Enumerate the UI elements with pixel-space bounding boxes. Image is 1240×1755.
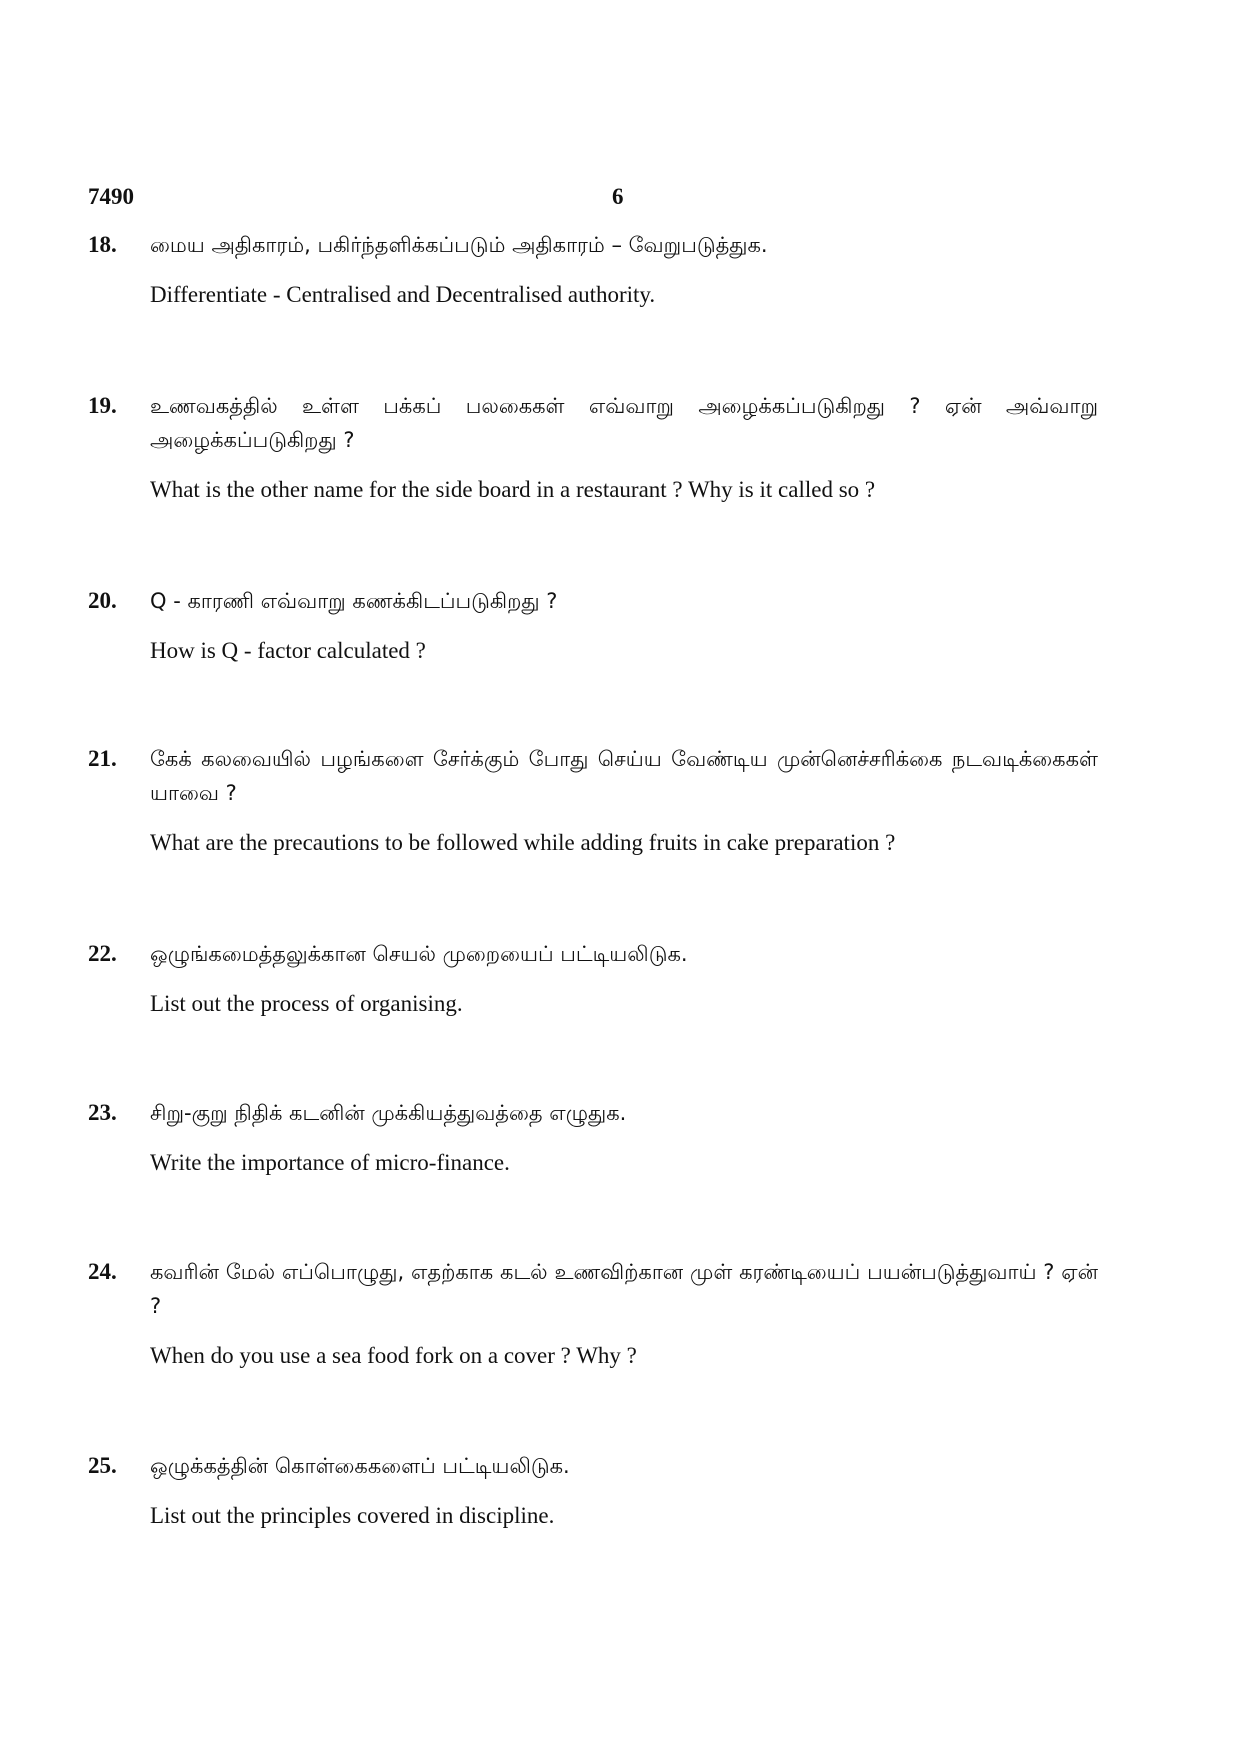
- page-number: 6: [612, 184, 624, 209]
- question-number: 21.: [88, 746, 117, 771]
- question-text-english: List out the principles covered in discipline.: [150, 1503, 555, 1528]
- question-text-tamil: சிறு-குறு நிதிக் கடனின் முக்கியத்துவத்தை எழுதுக.: [150, 1101, 627, 1125]
- question-20: [88, 584, 1098, 668]
- question-25: [88, 1449, 1098, 1533]
- question-number: 25.: [88, 1453, 117, 1478]
- question-text-tamil: Q - காரணி எவ்வாறு கணக்கிடப்படுகிறது ?: [150, 589, 558, 613]
- question-text-english: What are the precautions to be followed while adding fruits in cake preparation ?: [150, 830, 896, 855]
- question-text-tamil: கேக் கலவையில் பழங்களை சேர்க்கும் போது செய்ய வேண்டிய முன்னெச்சரிக்கை நடவடிக்கைகள் யாவை ?: [150, 747, 1098, 805]
- question-number: 23.: [88, 1100, 117, 1125]
- question-number: 20.: [88, 588, 117, 613]
- question-text-tamil: மைய அதிகாரம், பகிர்ந்தளிக்கப்படும் அதிகாரம் – வேறுபடுத்துக.: [150, 233, 768, 257]
- question-18: [88, 228, 1098, 312]
- question-text-english: Differentiate - Centralised and Decentralised authority.: [150, 282, 656, 307]
- question-21: [88, 742, 1098, 860]
- question-text-tamil: ஒழுக்கத்தின் கொள்கைகளைப் பட்டியலிடுக.: [150, 1454, 570, 1478]
- question-23: [88, 1096, 1098, 1180]
- question-text-english: List out the process of organising.: [150, 991, 463, 1016]
- question-text-english: What is the other name for the side board in a restaurant ? Why is it called so ?: [150, 477, 876, 502]
- question-number: 18.: [88, 232, 117, 257]
- question-number: 19.: [88, 393, 117, 418]
- question-text-tamil: உணவகத்தில் உள்ள பக்கப் பலகைகள் எவ்வாறு அழைக்கப்படுகிறது ? ஏன் அவ்வாறு அழைக்கப்படுகிறது ?: [150, 394, 1098, 452]
- question-24: [88, 1255, 1098, 1373]
- question-number: 22.: [88, 941, 117, 966]
- question-text-english: How is Q - factor calculated ?: [150, 638, 426, 663]
- paper-code: 7490: [88, 184, 134, 209]
- question-22: [88, 937, 1098, 1021]
- question-text-english: When do you use a sea food fork on a cover ? Why ?: [150, 1343, 637, 1368]
- question-text-tamil: கவரின் மேல் எப்பொழுது, எதற்காக கடல் உணவிற்கான முள் கரண்டியைப் பயன்படுத்துவாய் ? ஏன் ?: [150, 1260, 1098, 1318]
- question-19: [88, 389, 1098, 507]
- question-text-tamil: ஒழுங்கமைத்தலுக்கான செயல் முறையைப் பட்டியலிடுக.: [150, 942, 688, 966]
- question-number: 24.: [88, 1259, 117, 1284]
- question-text-english: Write the importance of micro-finance.: [150, 1150, 510, 1175]
